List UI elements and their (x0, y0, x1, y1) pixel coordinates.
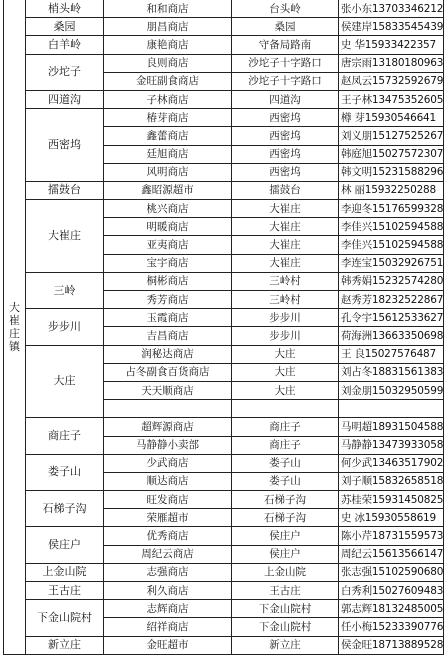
manager-contact-cell: 马静静13473933058 (339, 436, 444, 454)
village-cell: 沙坨子 (26, 54, 104, 90)
table-row (4, 600, 444, 618)
shop-name-cell: 和和商店 (104, 0, 232, 18)
shop-address-cell: 西密坞 (232, 109, 339, 127)
manager-contact-cell: 张志强15102590680 (339, 563, 444, 581)
shop-address-cell: 大崔庄 (232, 200, 339, 218)
shop-address-cell: 下金山院村 (232, 600, 339, 618)
shop-address-cell: 桑园 (232, 18, 339, 36)
shop-address-cell: 三岭村 (232, 291, 339, 309)
shop-name-cell: 良则商店 (104, 54, 232, 72)
shop-address-cell: 侯庄户 (232, 527, 339, 545)
manager-contact-cell: 赵凤云15732592679 (339, 72, 444, 90)
village-cell: 商庄子 (26, 418, 104, 454)
shop-name-cell: 朋昌商店 (104, 18, 232, 36)
shop-address-cell: 石梯子沟 (232, 491, 339, 509)
shop-name-cell: 子林商店 (104, 90, 232, 108)
manager-contact-cell: 张小东13703346212 (339, 0, 444, 18)
manager-contact-cell: 马明超18931504588 (339, 418, 444, 436)
shop-name-cell: 鑫昭源超市 (104, 181, 232, 199)
manager-contact-cell: 刘子顺15832658518 (339, 472, 444, 490)
shop-address-cell: 西密坞 (232, 163, 339, 181)
shop-address-cell: 沙坨子十字路口 (232, 54, 339, 72)
shop-address-cell: 侯庄户 (232, 545, 339, 563)
shop-address-cell: 步步川 (232, 309, 339, 327)
village-cell: 上金山院 (26, 563, 104, 581)
manager-contact-cell: 李佳兴15102594588 (339, 236, 444, 254)
shop-name-cell: 廷旭商店 (104, 145, 232, 163)
shop-address-cell: 步步川 (232, 327, 339, 345)
table-row (4, 272, 444, 290)
manager-contact-cell: 刘占冬18831561383 (339, 363, 444, 381)
shop-name-cell (104, 400, 232, 418)
shop-name-cell: 吉昌商店 (104, 327, 232, 345)
shop-name-cell: 康艳商店 (104, 36, 232, 54)
table-row (4, 109, 444, 127)
manager-contact-cell: 任小梅15233390776 (339, 618, 444, 636)
manager-contact-cell: 李迎冬15176599328 (339, 200, 444, 218)
shop-name-cell: 绍祥商店 (104, 618, 232, 636)
manager-contact-cell: 王 良15027576487 (339, 345, 444, 363)
village-cell: 石梯子沟 (26, 491, 104, 527)
manager-contact-cell: 韩文明15231588296 (339, 163, 444, 181)
table-row (4, 90, 444, 108)
village-cell: 大庄 (26, 345, 104, 418)
shop-name-cell: 荣雁超市 (104, 509, 232, 527)
manager-contact-cell: 周纪云15613566147 (339, 545, 444, 563)
village-cell: 侯庄户 (26, 527, 104, 563)
table-body (4, 0, 444, 654)
manager-contact-cell: 韩庭旭15027572307 (339, 145, 444, 163)
village-cell: 娄子山 (26, 454, 104, 490)
shop-name-cell: 鑫蕾商店 (104, 127, 232, 145)
shop-address-cell: 三岭村 (232, 272, 339, 290)
manager-contact-cell: 孔令宇15612533627 (339, 309, 444, 327)
manager-contact-cell: 韩秀娟15232574280 (339, 272, 444, 290)
table-row (4, 181, 444, 199)
manager-contact-cell: 刘义朋15127525267 (339, 127, 444, 145)
table-row (4, 18, 444, 36)
table-row (4, 309, 444, 327)
manager-contact-cell: 唐宗雨13180180963 (339, 54, 444, 72)
village-cell: 步步川 (26, 309, 104, 345)
manager-contact-cell: 赵秀芳18232522867 (339, 291, 444, 309)
table-row (4, 36, 444, 54)
shop-name-cell: 桃兴商店 (104, 200, 232, 218)
manager-contact-cell: 陈小芹18731559573 (339, 527, 444, 545)
shop-address-cell: 台头岭 (232, 0, 339, 18)
manager-contact-cell: 白秀利15027609483 (339, 582, 444, 600)
table-row (4, 200, 444, 218)
shop-name-cell: 超辉源商店 (104, 418, 232, 436)
shop-address-cell: 大崔庄 (232, 218, 339, 236)
shop-address-cell: 石梯子沟 (232, 509, 339, 527)
shop-name-cell: 利久商店 (104, 582, 232, 600)
village-cell: 下金山院村 (26, 600, 104, 636)
shop-address-cell: 沙坨子十字路口 (232, 72, 339, 90)
shop-name-cell: 椿芽商店 (104, 109, 232, 127)
village-cell: 王古庄 (26, 582, 104, 600)
shop-name-cell: 玉霞商店 (104, 309, 232, 327)
shop-name-cell: 秀芳商店 (104, 291, 232, 309)
shop-address-cell: 大崔庄 (232, 236, 339, 254)
shop-address-cell (232, 400, 339, 418)
manager-contact-cell: 郭志辉18132485005 (339, 600, 444, 618)
shop-name-cell: 明暖商店 (104, 218, 232, 236)
shop-name-cell: 宝宇商店 (104, 254, 232, 272)
shop-address-cell: 王古庄 (232, 582, 339, 600)
shop-address-cell: 四道沟 (232, 90, 339, 108)
shop-name-cell: 周纪云商店 (104, 545, 232, 563)
manager-contact-cell: 刘金朋15032950599 (339, 381, 444, 399)
village-cell: 擂鼓台 (26, 181, 104, 199)
shop-address-cell: 守备局路南 (232, 36, 339, 54)
village-cell: 新立庄 (26, 636, 104, 654)
shop-name-cell: 金旺超市 (104, 636, 232, 654)
shop-name-cell: 少武商店 (104, 454, 232, 472)
shop-address-cell: 擂鼓台 (232, 181, 339, 199)
shop-name-cell: 亚夷商店 (104, 236, 232, 254)
manager-contact-cell: 李佳兴15102594588 (339, 218, 444, 236)
shop-name-cell: 金旺副食商店 (104, 72, 232, 90)
shop-name-cell: 风明商店 (104, 163, 232, 181)
village-cell: 梢头岭 (26, 0, 104, 18)
shop-name-cell: 志强商店 (104, 563, 232, 581)
table-row (4, 527, 444, 545)
table-row (4, 563, 444, 581)
shop-address-cell: 大庄 (232, 381, 339, 399)
shop-address-cell: 下金山院村 (232, 618, 339, 636)
shop-name-cell: 志辉商店 (104, 600, 232, 618)
shop-name-cell: 马静静小卖部 (104, 436, 232, 454)
village-cell: 桑园 (26, 18, 104, 36)
town-name-cell: 大崔庄镇 (4, 0, 26, 654)
manager-contact-cell: 林 丽15932250288 (339, 181, 444, 199)
manager-contact-cell: 史 冰15930558619 (339, 509, 444, 527)
village-cell: 大崔庄 (26, 200, 104, 273)
table-row (4, 636, 444, 654)
shop-name-cell: 旺发商店 (104, 491, 232, 509)
shop-address-cell: 新立庄 (232, 636, 339, 654)
shop-address-cell: 娄子山 (232, 454, 339, 472)
shop-address-cell: 西密坞 (232, 127, 339, 145)
table-row (4, 0, 444, 18)
table-row (4, 54, 444, 72)
village-cell: 三岭 (26, 272, 104, 308)
shop-address-cell: 大庄 (232, 363, 339, 381)
shop-register-table (3, 0, 444, 655)
manager-contact-cell: 侯建岸15833545439 (339, 18, 444, 36)
village-cell: 白羊岭 (26, 36, 104, 54)
shop-address-cell: 大庄 (232, 345, 339, 363)
manager-contact-cell: 侯金旺18713889528 (339, 636, 444, 654)
manager-contact-cell: 何少武13463517902 (339, 454, 444, 472)
village-cell: 西密坞 (26, 109, 104, 182)
shop-address-cell: 商庄子 (232, 436, 339, 454)
shop-address-cell: 商庄子 (232, 418, 339, 436)
table-row (4, 418, 444, 436)
shop-name-cell: 桐彬商店 (104, 272, 232, 290)
manager-contact-cell: 樽 芽15930546641 (339, 109, 444, 127)
shop-address-cell: 娄子山 (232, 472, 339, 490)
table-row (4, 454, 444, 472)
manager-contact-cell: 苏桂荣15931450825 (339, 491, 444, 509)
shop-name-cell: 占冬副食百货商店 (104, 363, 232, 381)
table-row (4, 491, 444, 509)
shop-name-cell: 优秀商店 (104, 527, 232, 545)
table-row (4, 582, 444, 600)
village-cell: 四道沟 (26, 90, 104, 108)
shop-address-cell: 上金山院 (232, 563, 339, 581)
manager-contact-cell (339, 400, 444, 418)
manager-contact-cell: 荷海洲13663350698 (339, 327, 444, 345)
manager-contact-cell: 王子林13475352605 (339, 90, 444, 108)
shop-name-cell: 顺达商店 (104, 472, 232, 490)
shop-address-cell: 西密坞 (232, 145, 339, 163)
shop-name-cell: 润秘达商店 (104, 345, 232, 363)
manager-contact-cell: 史 华15933422357 (339, 36, 444, 54)
shop-name-cell: 天天顺商店 (104, 381, 232, 399)
table-row (4, 345, 444, 363)
manager-contact-cell: 李连宝15032926751 (339, 254, 444, 272)
shop-address-cell: 大崔庄 (232, 254, 339, 272)
